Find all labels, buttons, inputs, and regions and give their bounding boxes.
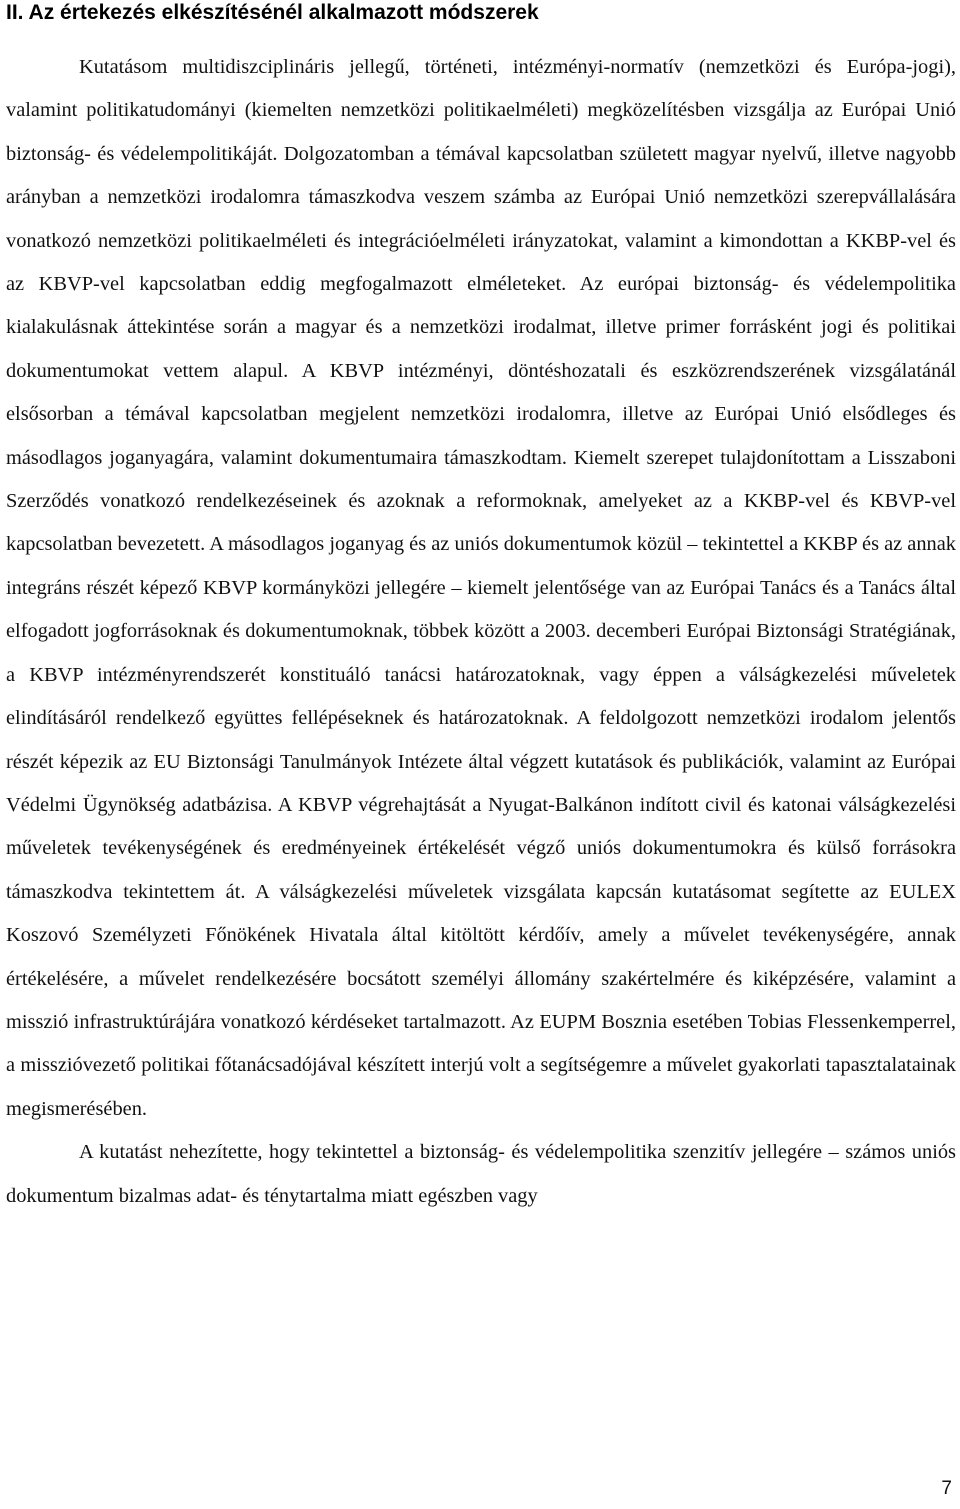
document-body (6, 46, 956, 1218)
paragraph-difficulties: A kutatást nehezítette, hogy tekintettel a biztonság- és védelempolitika szenzitív jellegére – számos uniós dokumentum bizalmas adat- és ténytartalma miatt egészben vagy (6, 1141, 956, 1207)
section-heading: II. Az értekezés elkészítésénél alkalmazott módszerek (6, 1, 539, 24)
paragraph-methods: Kutatásom multidiszciplináris jellegű, történeti, intézményi-normatív (nemzetközi és Európa-jogi), valamint politikatudományi (kiemelten nemzetközi politikaelméleti) megközelítésben vizsgálja az Európai Unió biztonság- és védelempolitikáját. Dolgozatomban a témával kapcsolatban született magyar nyelvű, illetve nagyobb arányban a nemzetközi irodalomra támaszkodva veszem számba az Európai Unió nemzetközi szerepvállalására vonatkozó nemzetközi politikaelméleti és integrációelméleti irányzatokat, valamint a kimondottan a KKBP-vel és az KBVP-vel kapcsolatban eddig megfogalmazott elméleteket. Az európai biztonság- és védelempolitika kialakulásnak áttekintése során a magyar és a nemzetközi irodalmat, illetve primer forrásként jogi és politikai dokumentumokat vettem alapul. A KBVP intézményi, döntéshozatali és eszközrendszerének vizsgálatánál elsősorban a témával kapcsolatban megjelent nemzetközi irodalomra, illetve az Európai Unió elsődleges és másodlagos joganyagára, valamint dokumentumaira támaszkodtam. Kiemelt szerepet tulajdonítottam a Lisszaboni Szerződés vonatkozó rendelkezéseinek és azoknak a reformoknak, amelyeket az a KKBP-vel és KBVP-vel kapcsolatban bevezetett. A másodlagos joganyag és az uniós dokumentumok közül – tekintettel a KKBP és az annak integráns részét képező KBVP kormányközi jellegére – kiemelt jelentősége van az Európai Tanács és a Tanács által elfogadott jogforrásoknak és dokumentumoknak, többek között a 2003. decemberi Európai Biztonsági Stratégiának, a KBVP intézményrendszerét konstituáló tanácsi határozatoknak, vagy éppen a válságkezelési műveletek elindításáról rendelkező együttes fellépéseknek és határozatoknak. A feldolgozott nemzetközi irodalom jelentős részét képezik az EU Biztonsági Tanulmányok Intézete által végzett kutatások és publikációk, valamint az Európai Védelmi Ügynökség adatbázisa. A KBVP végrehajtását a Nyugat-Balkánon indított civil és katonai válságkezelési műveletek tevékenységének és eredményeinek értékelését végző uniós dokumentumokra és külső forrásokra támaszkodva tekintettem át. A válságkezelési műveletek vizsgálata kapcsán kutatásomat segítette az EULEX Koszovó Személyzeti Főnökének Hivatala által kitöltött kérdőív, amely a művelet tevékenységére, annak értékelésére, a művelet rendelkezésére bocsátott személyi állomány szakértelmére és kiképzésére, valamint a misszió infrastruktúrájára vonatkozó kérdéseket tartalmazott. Az EUPM Bosznia esetében Tobias Flessenkemperrel, a misszióvezető politikai főtanácsadójával készített interjú volt a segítségemre a művelet gyakorlati tapasztalatainak megismerésében. (6, 56, 956, 1120)
page-number: 7 (941, 1478, 952, 1499)
